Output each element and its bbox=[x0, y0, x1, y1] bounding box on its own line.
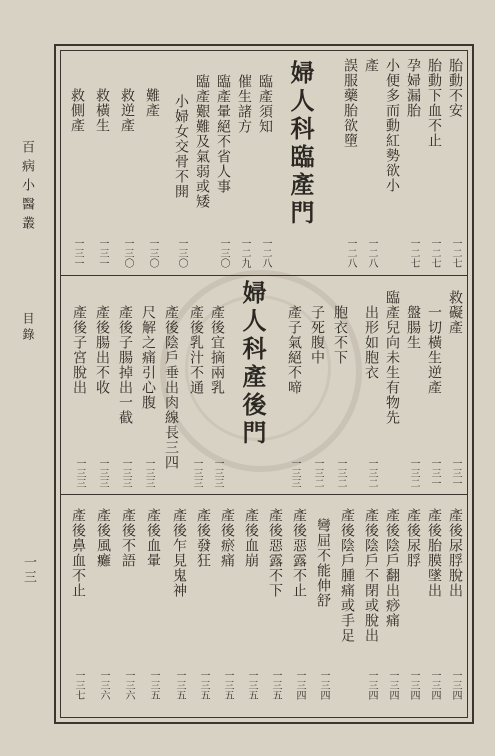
toc-page: 一三一 bbox=[97, 238, 108, 268]
toc-entry: 誤服藥胎欲墮 bbox=[342, 58, 358, 148]
toc-page: 一三三 bbox=[143, 458, 154, 488]
toc-entry: 產後子宮脫出 bbox=[71, 305, 87, 395]
toc-entry: 產後風癱 bbox=[95, 508, 111, 568]
toc-entry: 小便多而動紅勢欲小 bbox=[384, 58, 400, 193]
toc-page: 一三二 bbox=[408, 458, 419, 488]
toc-entry: 產子氣絕不啼 bbox=[286, 305, 302, 395]
toc-page: 一三三 bbox=[74, 458, 85, 488]
toc-page: 一三一 bbox=[450, 458, 461, 488]
toc-entry: 產後鼻血不止 bbox=[70, 508, 86, 598]
toc-page: 一三一 bbox=[429, 458, 440, 488]
toc-page: 一三四 bbox=[294, 670, 305, 700]
toc-page: 一三〇 bbox=[147, 238, 158, 268]
toc-page: 一二七 bbox=[408, 238, 419, 268]
toc-page: 一三四 bbox=[318, 670, 329, 700]
toc-entry: 產後胎膜墜出 bbox=[426, 508, 442, 598]
toc-entry: 產後陰戶腫痛或手足 bbox=[339, 508, 355, 643]
toc-entry: 胎動不安 bbox=[447, 58, 463, 118]
toc-page: 一三〇 bbox=[218, 238, 229, 268]
toc-entry: 臨產艱難及氣弱或矮 bbox=[194, 74, 210, 209]
toc-entry: 救逆產 bbox=[119, 88, 135, 133]
toc-entry: 出形如胞衣 bbox=[363, 305, 379, 380]
section-heading-labor: 婦人科臨產門 bbox=[286, 60, 315, 228]
toc-entry: 救礙產 bbox=[447, 290, 463, 335]
toc-entry: 產後宜摘兩乳 bbox=[209, 305, 225, 395]
toc-entry: 產後惡露不下 bbox=[267, 508, 283, 598]
book-title: 百病小醫叢 bbox=[19, 140, 34, 235]
toc-entry: 產後血暈 bbox=[145, 508, 161, 568]
toc-entry: 臨產暈絕不省人事 bbox=[215, 74, 231, 194]
toc-entry: 臨產兒向未生有物先 bbox=[384, 290, 400, 425]
toc-entry: 子死腹中 bbox=[309, 305, 325, 365]
toc-page: 一三二 bbox=[366, 458, 377, 488]
toc-page: 一三二 bbox=[335, 458, 346, 488]
toc-entry: 產後瘀痛 bbox=[219, 508, 235, 568]
toc-page: 一三五 bbox=[222, 670, 233, 700]
section-label: 目錄 bbox=[21, 312, 35, 344]
toc-entry: 產後血崩 bbox=[243, 508, 259, 568]
toc-entry: 救橫生 bbox=[94, 88, 110, 133]
toc-page: 一三四 bbox=[450, 670, 461, 700]
toc-page: 一三二 bbox=[312, 458, 323, 488]
toc-page: 一二八 bbox=[260, 238, 271, 268]
toc-page: 一二七 bbox=[450, 238, 461, 268]
toc-page: 一三五 bbox=[174, 670, 185, 700]
toc-page: 一二九 bbox=[239, 238, 250, 268]
toc-page: 一三三 bbox=[120, 458, 131, 488]
toc-page: 一三三 bbox=[289, 458, 300, 488]
toc-entry: 產後發狂 bbox=[195, 508, 211, 568]
section-divider-2 bbox=[60, 494, 468, 495]
toc-entry: 產後乳汁不通 bbox=[188, 305, 204, 395]
toc-entry: 臨產須知 bbox=[257, 74, 273, 134]
toc-entry: 胞衣不下 bbox=[332, 305, 348, 365]
toc-entry: 胎動下血不止 bbox=[426, 58, 442, 148]
toc-page: 一三三 bbox=[97, 458, 108, 488]
toc-entry: 產後乍見鬼神 bbox=[171, 508, 187, 598]
section-divider-1 bbox=[60, 275, 468, 276]
toc-page: 一三三 bbox=[191, 458, 202, 488]
section-heading-postpartum: 婦人科產後門 bbox=[238, 280, 267, 448]
toc-page: 一三四 bbox=[429, 670, 440, 700]
toc-page: 一三〇 bbox=[176, 238, 187, 268]
toc-page: 一三六 bbox=[98, 670, 109, 700]
toc-entry: 催生諸方 bbox=[236, 74, 252, 134]
toc-page: 一三一 bbox=[72, 238, 83, 268]
toc-page: 一三六 bbox=[123, 670, 134, 700]
toc-entry: 孕婦漏胎 bbox=[405, 58, 421, 118]
toc-entry: 產後陰戶翻出痧痛 bbox=[384, 508, 400, 628]
toc-entry: 產後腸出不收 bbox=[94, 305, 110, 395]
toc-entry: 尺解之痛引心腹 bbox=[140, 305, 156, 410]
toc-page: 一三四 bbox=[387, 670, 398, 700]
toc-page: 一二八 bbox=[345, 238, 356, 268]
toc-page: 一三五 bbox=[148, 670, 159, 700]
toc-entry: 小婦女交骨不開 bbox=[173, 94, 189, 199]
toc-page: 一三五 bbox=[270, 670, 281, 700]
toc-entry: 救側產 bbox=[69, 88, 85, 133]
toc-entry: 產後陰戶垂出肉線長三四 bbox=[163, 305, 179, 470]
toc-page: 一三三 bbox=[212, 458, 223, 488]
toc-entry: 產後惡露不止 bbox=[291, 508, 307, 598]
toc-entry: 產後尿脬脫出 bbox=[447, 508, 463, 598]
page-number: 一三 bbox=[21, 555, 36, 585]
toc-entry: 產後不語 bbox=[120, 508, 136, 568]
toc-page: 一二八 bbox=[366, 238, 377, 268]
toc-page: 一三五 bbox=[246, 670, 257, 700]
toc-entry: 產後陰戶不閉或脫出 bbox=[363, 508, 379, 643]
toc-entry: 彎屈不能伸舒 bbox=[315, 518, 331, 608]
toc-page: 一三四 bbox=[408, 670, 419, 700]
toc-entry: 產後尿脬 bbox=[405, 508, 421, 568]
toc-page: 一二七 bbox=[429, 238, 440, 268]
toc-page: 一三七 bbox=[73, 670, 84, 700]
toc-page: 一三五 bbox=[198, 670, 209, 700]
toc-entry: 難產 bbox=[144, 88, 160, 118]
toc-entry: 盤腸生 bbox=[405, 305, 421, 350]
toc-page: 一三四 bbox=[366, 670, 377, 700]
toc-entry: 產後子腸掉出一截 bbox=[117, 305, 133, 425]
toc-entry: 產 bbox=[363, 58, 379, 73]
toc-entry: 一切橫生逆產 bbox=[426, 305, 442, 395]
toc-page: 一三〇 bbox=[122, 238, 133, 268]
